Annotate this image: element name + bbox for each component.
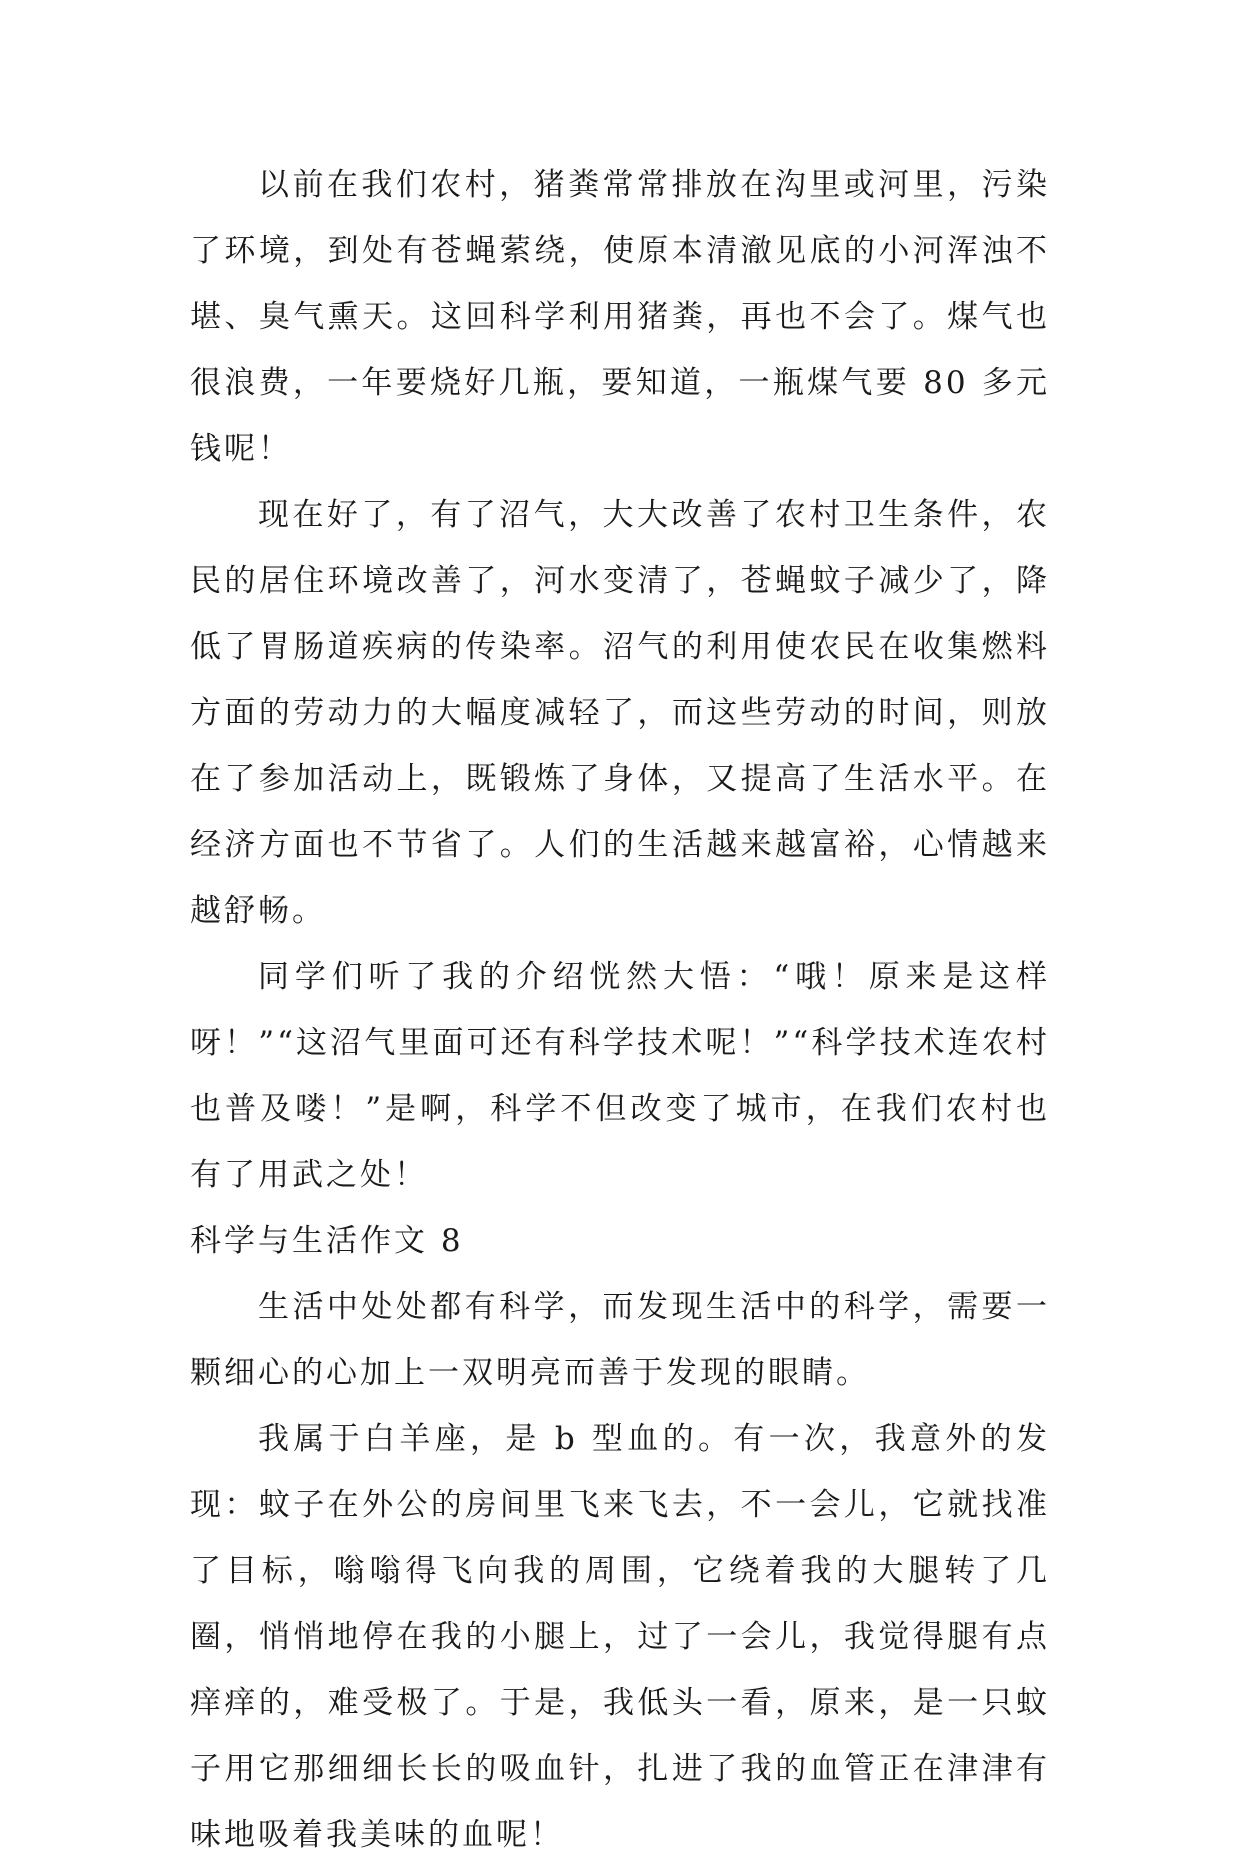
section-title: 科学与生活作文 8 bbox=[190, 1223, 464, 1259]
paragraph-pollution: 以前在我们农村，猪粪常常排放在沟里或河里，污染了环境，到处有苍蝇萦绕，使原本清澈见底的小河浑浊不堪、臭气熏天。这回科学利用猪粪，再也不会了。煤气也很浪费，一年要烧好几瓶，要知道，一瓶煤气要 80 多元钱呢！ bbox=[190, 167, 1050, 467]
paragraph-classmates-reaction: 同学们听了我的介绍恍然大悟：“哦！原来是这样呀！”“这沼气里面可还有科学技术呢！”“科学技术连农村也普及喽！”是啊，科学不但改变了城市，在我们农村也有了用武之处！ bbox=[190, 959, 1050, 1193]
paragraph-biogas-benefits: 现在好了，有了沼气，大大改善了农村卫生条件，农民的居住环境改善了，河水变清了，苍蝇蚊子减少了，降低了胃肠道疾病的传染率。沼气的利用使农民在收集燃料方面的劳动力的大幅度减轻了，而这些劳动的时间，则放在了参加活动上，既锻炼了身体，又提高了生活水平。在经济方面也不节省了。人们的生活越来越富裕，心情越来越舒畅。 bbox=[190, 497, 1050, 929]
document-body bbox=[190, 152, 1050, 1868]
paragraph-science-everywhere: 生活中处处都有科学，而发现生活中的科学，需要一颗细心的心加上一双明亮而善于发现的眼睛。 bbox=[190, 1289, 1050, 1391]
paragraph-mosquito-story: 我属于白羊座，是 b 型血的。有一次，我意外的发现：蚊子在外公的房间里飞来飞去，不一会儿，它就找准了目标，嗡嗡得飞向我的周围，它绕着我的大腿转了几圈，悄悄地停在我的小腿上，过了一会儿，我觉得腿有点痒痒的，难受极了。于是，我低头一看，原来，是一只蚊子用它那细细长长的吸血针，扎进了我的血管正在津津有味地吸着我美味的血呢！ bbox=[190, 1421, 1050, 1853]
